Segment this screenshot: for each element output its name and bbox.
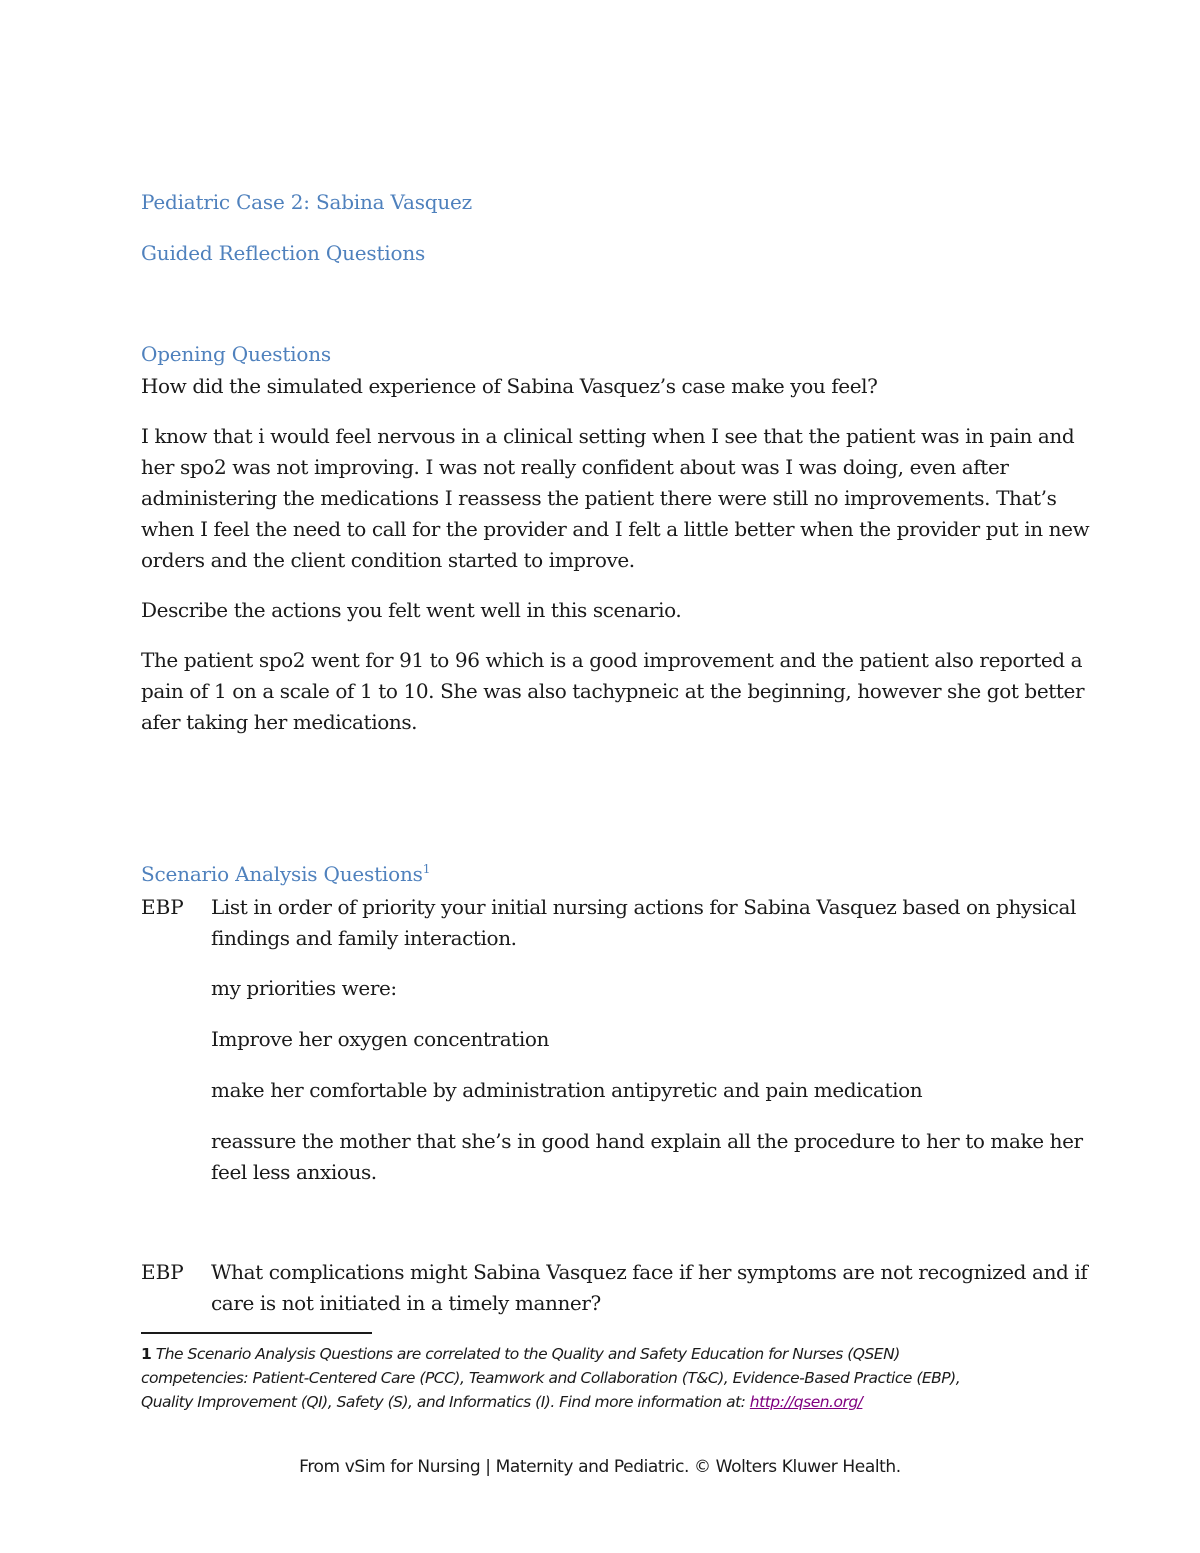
opening-questions-heading: Opening Questions <box>141 342 331 366</box>
opening-question-1 <box>141 371 1071 402</box>
question-line: What complications might Sabina Vasquez face if her symptoms are not recognized and if <box>211 1260 1088 1284</box>
question-text: How did the simulated experience of Sabina Vasquez’s case make you feel? <box>141 374 878 398</box>
answer-line: her spo2 was not improving. I was not really confident about was I was doing, even after <box>141 455 1009 479</box>
answer-line: administering the medications I reassess the patient there were still no improvements. That’s <box>141 486 1057 510</box>
question-text: Describe the actions you felt went well in this scenario. <box>141 598 682 622</box>
scenario-answer-line: Improve her oxygen concentration <box>211 1027 550 1051</box>
scenario-answer-line: make her comfortable by administration antipyretic and pain medication <box>211 1078 923 1102</box>
scenario-question-1 <box>211 892 1091 954</box>
scenario-answer-line: my priorities were: <box>211 976 397 1000</box>
answer-line: pain of 1 on a scale of 1 to 10. She was also tachypneic at the beginning, however she got better <box>141 679 1085 703</box>
item-tag-ebp: EBP <box>141 1260 184 1284</box>
scenario-answer-last <box>211 1126 1091 1188</box>
opening-answer-2 <box>141 645 1085 738</box>
answer-line: I know that i would feel nervous in a clinical setting when I see that the patient was in pain and <box>141 424 1075 448</box>
answer-line: when I feel the need to call for the provider and I felt a little better when the provider put in new <box>141 517 1090 541</box>
answer-line: The patient spo2 went for 91 to 96 which is a good improvement and the patient also reported a <box>141 648 1083 672</box>
footnote-reference: 1 <box>422 862 431 876</box>
scenario-question-2 <box>211 1257 1091 1319</box>
footnote <box>141 1342 1071 1414</box>
footnote-line <box>141 1390 1071 1414</box>
question-line: findings and family interaction. <box>211 926 517 950</box>
item-tag-ebp: EBP <box>141 895 184 919</box>
question-line: List in order of priority your initial nursing actions for Sabina Vasquez based on physical <box>211 895 1077 919</box>
footnote-line: competencies: Patient-Centered Care (PCC), Teamwork and Collaboration (T&C), Evidence-Based Practice (EBP), <box>141 1369 961 1387</box>
page-title: Pediatric Case 2: Sabina Vasquez <box>141 190 473 214</box>
question-line: care is not initiated in a timely manner? <box>211 1291 601 1315</box>
opening-answer-1 <box>141 421 1090 576</box>
answer-line: reassure the mother that she’s in good hand explain all the procedure to her to make her <box>211 1129 1083 1153</box>
answer-line: afer taking her medications. <box>141 710 418 734</box>
footnote-text: The Scenario Analysis Questions are correlated to the Quality and Safety Education for Nurses (QSEN) <box>155 1345 900 1363</box>
page-footer: From vSim for Nursing | Maternity and Pediatric. © Wolters Kluwer Health. <box>299 1457 901 1477</box>
scenario-analysis-heading <box>141 862 430 886</box>
answer-line: orders and the client condition started to improve. <box>141 548 635 572</box>
answer-line: feel less anxious. <box>211 1160 377 1184</box>
page-subtitle: Guided Reflection Questions <box>141 241 426 265</box>
footnote-line <box>141 1342 1071 1366</box>
opening-question-2 <box>141 595 1071 626</box>
footnote-number: 1 <box>141 1345 152 1363</box>
footnote-text: Quality Improvement (QI), Safety (S), and Informatics (I). Find more information at: <box>141 1393 750 1411</box>
footnote-separator <box>141 1332 372 1334</box>
scenario-heading-text: Scenario Analysis Questions <box>141 862 423 886</box>
qsen-link[interactable]: http://qsen.org/ <box>749 1393 863 1411</box>
